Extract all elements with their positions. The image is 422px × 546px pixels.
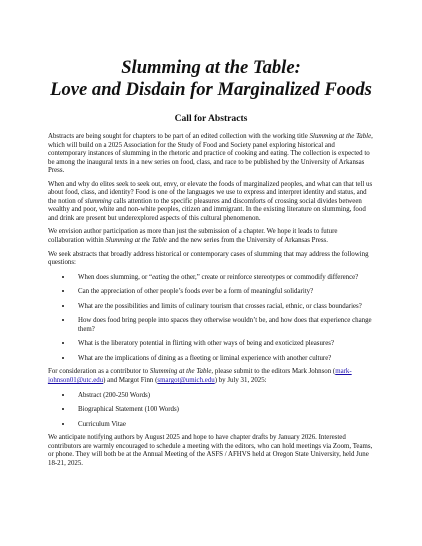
- term-emphasis: slumming: [84, 197, 112, 205]
- participation-paragraph: [48, 228, 374, 245]
- timeline-paragraph: We anticipate notifying authors by August 2025 and hope to have chapter drafts by January 2026. Interested contributors are warmly encouraged to schedule a meeting with the editors, who can hold meetings via Zoom, Teams, or phone. They will both be at the Annual Meeting of the ASFS / AFHVS held at Oregon State University, held June 18-21, 2025.: [48, 434, 373, 467]
- requirement-item: • Curriculum Vitae: [73, 420, 374, 430]
- title-line-1: Slumming at the Table:: [121, 57, 301, 78]
- text-run: ) by July 31, 2025:: [214, 377, 267, 385]
- text-run: ) and Margot Finn (: [103, 377, 158, 385]
- question-item: • What is the liberatory potential in flirting with other ways of being and exoticized pleasures?: [73, 339, 374, 349]
- document-title: [48, 57, 374, 101]
- question-item: • What are the possibilities and limits of culinary tourism that crosses racial, ethnic, or class boundaries?: [73, 302, 374, 312]
- book-title: Slumming at the Table: [105, 237, 167, 245]
- submission-paragraph: [48, 368, 374, 385]
- context-paragraph: [48, 181, 374, 224]
- document-subtitle: Call for Abstracts: [174, 113, 248, 124]
- text-run: When and why do elites seek to seek out, envy, or elevate the foods of marginalized peoples, and what can that tell us about food, class, and identity? Food is one of the languages we use to express and interpret identity and status, and the notion of: [48, 180, 373, 205]
- requirement-item: • Abstract (200-250 Words): [73, 391, 374, 401]
- intro-paragraph: [48, 133, 374, 176]
- title-line-2: Love and Disdain for Marginalized Foods: [50, 79, 372, 100]
- text-run: the other,” create or reinforce stereotypes or commodify difference?: [169, 273, 359, 281]
- email-link-finn[interactable]: smargot@umich.edu: [157, 377, 215, 385]
- email-link-johnson[interactable]: mark-johnson01@utc.edu: [48, 368, 352, 385]
- question-item: • Can the appreciation of other people’s foods ever be a form of meaningful solidarity?: [73, 287, 374, 297]
- question-list: [48, 273, 374, 364]
- text-run: , which will build on a 2025 Association for the Study of Food and Society panel exploring historical and contemporary instances of slumming in the rhetoric and practice of cooking and eating. The collection is expected to be among the inaugural texts in a new series on food, class, and race to be published by the University of Arkansas Press.: [48, 133, 373, 175]
- text-run: For consideration as a contributor to: [48, 368, 150, 376]
- book-title: Slumming at the Table: [149, 368, 212, 376]
- book-title: Slumming at the Table: [309, 133, 372, 140]
- requirements-list: [48, 391, 374, 430]
- question-item: • What are the implications of dining as a fleeting or liminal experience with another culture?: [73, 354, 374, 364]
- term-emphasis: eating: [152, 273, 170, 281]
- requirement-item: • Biographical Statement (100 Words): [73, 405, 374, 415]
- text-run: calls attention to the specific pleasures and discomforts of crossing social divides between wealthy and poor, white and non-white peoples, citizen and immigrant. In the existing literature on slumming, food and drink are present but underexplored aspects of this cultural phenomenon.: [48, 197, 366, 222]
- text-run: , please submit to the editors Mark Johnson (: [211, 368, 336, 376]
- questions-intro: We seek abstracts that broadly address historical or contemporary cases of slumming that may address the following questions:: [48, 250, 369, 267]
- text-run: Abstracts are being sought for chapters to be part of an edited collection with the working title: [48, 133, 310, 140]
- question-item: [73, 273, 374, 283]
- text-run: We envision author participation as more than just the submission of a chapter. We hope it leads to future collaboration within: [48, 228, 338, 245]
- text-run: and the new series from the University of Arkansas Press.: [167, 237, 328, 245]
- text-run: When does slumming, or “: [78, 273, 153, 281]
- question-item: • How does food bring people into spaces they otherwise wouldn’t be, and how does that experience change them?: [73, 316, 374, 334]
